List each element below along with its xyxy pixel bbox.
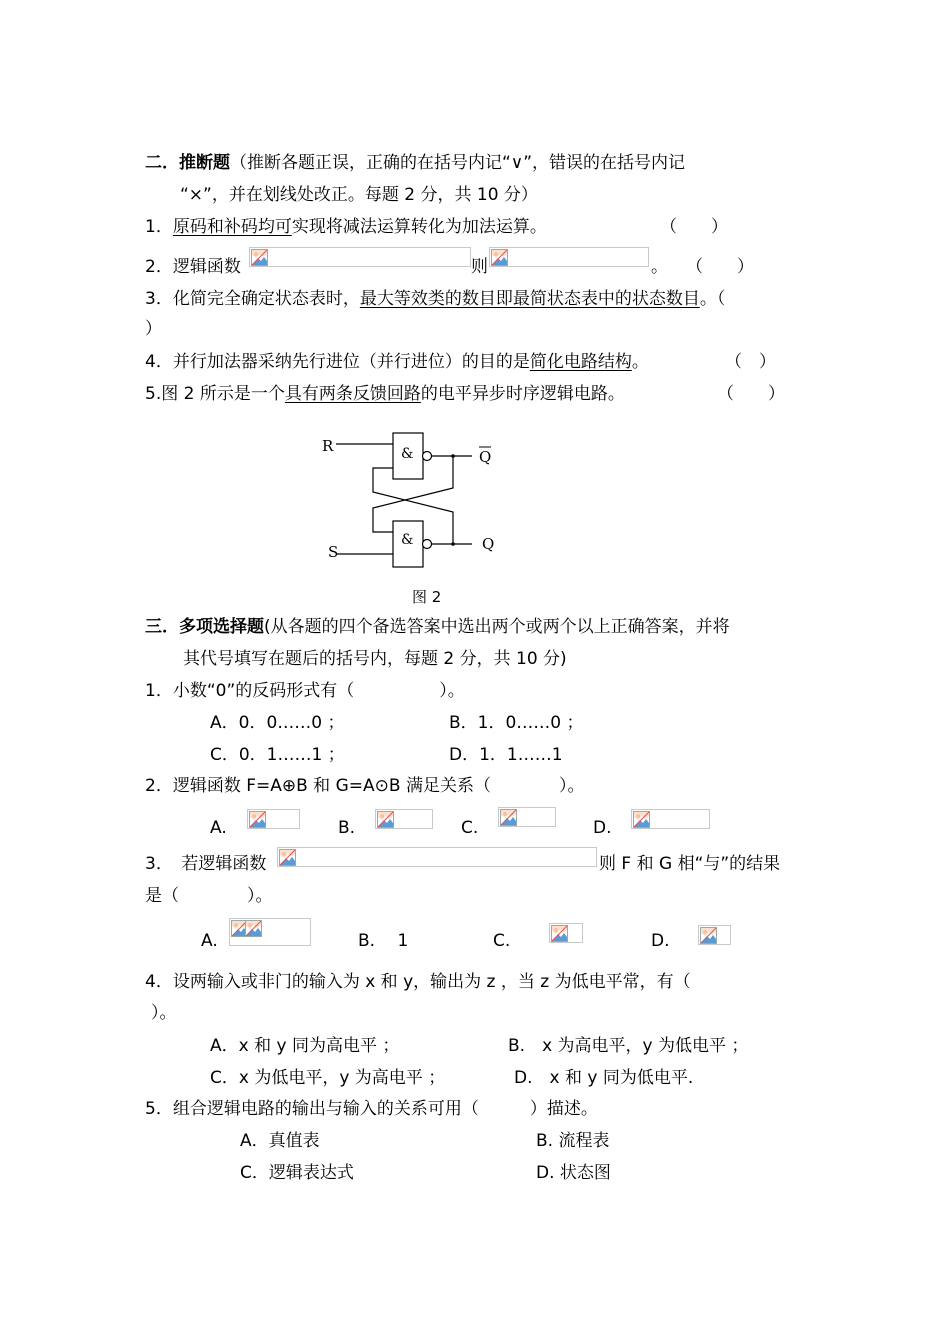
option-d: D. [651, 931, 670, 951]
broken-image-icon [700, 927, 717, 944]
formula-image [277, 847, 597, 867]
q-text: 则 F 和 G 相“与”的结果 [599, 854, 781, 874]
underlined-text: 原码和补码均可 [172, 217, 292, 237]
broken-image-icon [633, 811, 650, 828]
option-a: A. [210, 818, 227, 838]
broken-image-icon [245, 920, 262, 937]
q-text: 。（ [699, 289, 726, 309]
q-text: 逻辑函数 [172, 257, 241, 277]
option-image [549, 923, 583, 943]
option-image [498, 807, 556, 827]
option-b: B. x 为高电平，y 为低电平 ； [508, 1036, 749, 1056]
option-image [631, 809, 710, 829]
s3-question-5: 5．组合逻辑电路的输出与输入的关系可用（ ）描述。 [145, 1099, 598, 1119]
q-text: 。 [651, 257, 668, 277]
q-text: 的电平异步时序逻辑电路。 [420, 384, 625, 404]
option-d: D. 状态图 [536, 1163, 611, 1183]
q-text: 图 2 所示是一个 [161, 384, 285, 404]
option-b: B. 1 [358, 931, 409, 951]
formula-image [249, 247, 471, 267]
gate-symbol: & [401, 446, 414, 462]
q-number: 3． [145, 289, 173, 309]
option-image [229, 918, 311, 946]
q-text-cont: ） [145, 319, 162, 339]
section-3-desc: (从各题的四个备选答案中选出两个或两个以上正确答案，并将 [264, 617, 730, 637]
underlined-text: 简化电路结构 [529, 352, 632, 372]
broken-image-icon [251, 249, 268, 266]
label-r: R [322, 437, 334, 455]
figure-caption: 图 2 [412, 588, 442, 606]
underlined-text: 最大等效类的数目即最简状态表中的状态数目 [359, 289, 700, 309]
option-d: D. x 和 y 同为低电平. [514, 1068, 694, 1088]
option-c: C. [493, 931, 511, 951]
formula-image [489, 247, 649, 267]
q-text: 则 [471, 257, 488, 277]
option-c: C. [461, 818, 479, 838]
q-number: 2． [145, 257, 173, 277]
section-3-heading [145, 616, 730, 638]
option-b: B．1．0……0 ； [449, 713, 584, 733]
option-image [698, 925, 731, 945]
q-text: 并行加法器采纳先行进位（并行进位）的目的是 [172, 352, 530, 372]
latch-circuit-figure [300, 420, 520, 580]
s2-question-4 [145, 351, 649, 373]
label-q: Q [482, 535, 495, 553]
q-text: 化简完全确定状态表时， [172, 289, 360, 309]
q-number: 5. [145, 384, 162, 404]
answer-paren: （ ） [686, 257, 754, 277]
section-2-title: 推断题 [179, 153, 230, 173]
option-image [375, 809, 433, 829]
option-d: D. [593, 818, 612, 838]
option-d: D．1．1……1 [449, 745, 563, 765]
s2-question-1 [145, 216, 547, 238]
broken-image-icon [491, 249, 508, 266]
q-text-cont: ）。 [151, 1003, 177, 1023]
option-b: B. 流程表 [536, 1131, 610, 1151]
section-3-number: 三． [145, 617, 179, 637]
s2-question-5 [145, 383, 625, 405]
underlined-text: 具有两条反馈回路 [284, 384, 421, 404]
option-a: A．x 和 y 同为高电平 ； [210, 1036, 400, 1056]
broken-image-icon [500, 809, 517, 826]
section-3-title: 多项选择题 [179, 617, 264, 637]
section-2-heading [145, 152, 685, 174]
q-text-cont: 是（ ）。 [145, 886, 273, 906]
section-2-desc-cont: “×”，并在划线处改正。每题 2 分，共 10 分） [180, 185, 538, 205]
s3-question-3: 3． 若逻辑函数 [145, 854, 267, 874]
s2-question-3 [145, 288, 725, 310]
s3-question-1: 1．小数“0”的反码形式有（ ）。 [145, 681, 465, 701]
q-number: 1． [145, 217, 173, 237]
section-2-desc: （推断各题正误，正确的在括号内记“∨”，错误的在括号内记 [230, 153, 686, 173]
section-2-number: 二． [145, 153, 179, 173]
broken-image-icon [279, 849, 296, 866]
s3-question-2: 2．逻辑函数 F=A⊕B 和 G=A⊙B 满足关系（ ）。 [145, 776, 585, 796]
answer-paren: （ ） [660, 217, 728, 237]
q-text: 。 [631, 352, 649, 372]
q-text: 实现将减法运算转化为加法运算。 [291, 217, 547, 237]
q-number: 4． [145, 352, 173, 372]
broken-image-icon [551, 925, 568, 942]
option-c: C．逻辑表达式 [240, 1163, 354, 1183]
broken-image-icon [249, 811, 266, 828]
option-a: A．真值表 [240, 1131, 320, 1151]
answer-paren: （ ） [725, 352, 776, 372]
s2-question-2 [145, 256, 241, 278]
label-q-bar: Q [479, 448, 492, 466]
option-a: A．0．0……0 ； [210, 713, 345, 733]
option-c: C．0．1……1 ； [210, 745, 345, 765]
answer-paren: （ ） [717, 384, 785, 404]
option-a: A. [201, 931, 218, 951]
gate-symbol: & [401, 532, 414, 548]
s3-question-4: 4．设两输入或非门的输入为 x 和 y，输出为 z ，当 z 为低电平常，有（ [145, 972, 691, 992]
option-image [247, 809, 300, 829]
option-b: B. [338, 818, 356, 838]
label-s: S [328, 543, 339, 561]
broken-image-icon [377, 811, 394, 828]
section-3-desc-cont: 其代号填写在题后的括号内，每题 2 分，共 10 分) [183, 649, 567, 669]
option-c: C．x 为低电平，y 为高电平 ； [210, 1068, 446, 1088]
